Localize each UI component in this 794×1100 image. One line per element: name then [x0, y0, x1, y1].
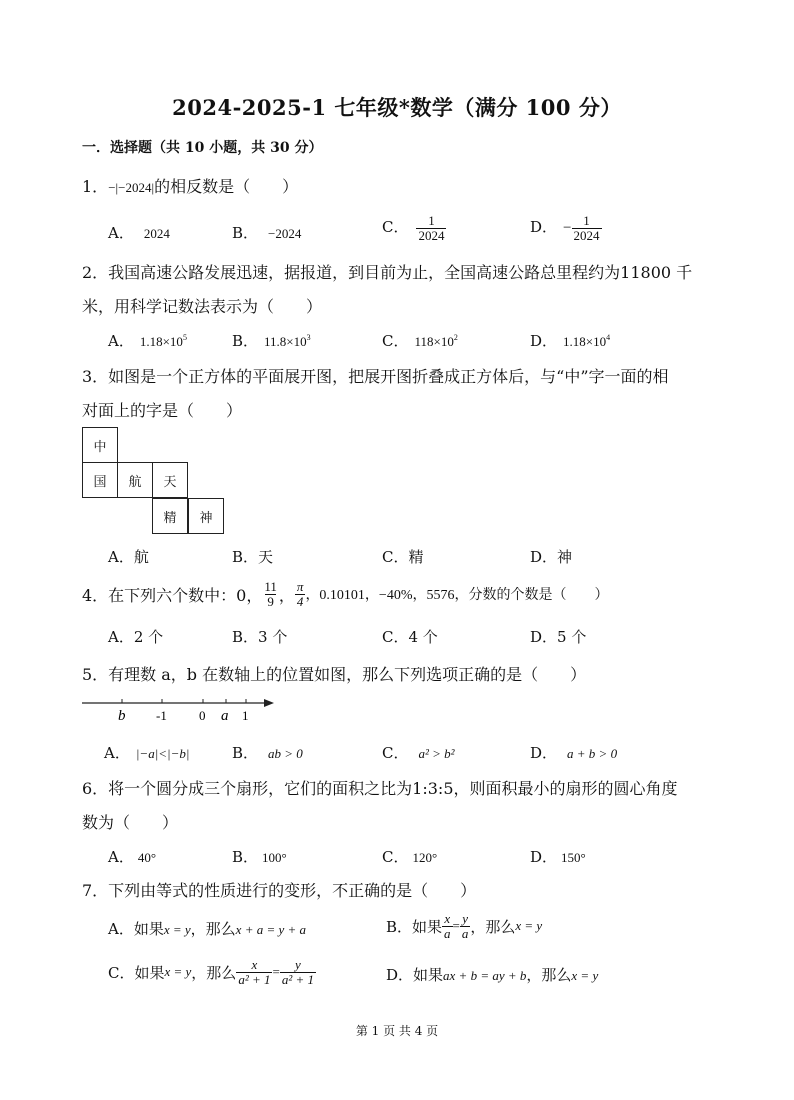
question-4-option-a[interactable]: A．2 个: [108, 628, 164, 646]
page-title: 2024-2025-1 七年级*数学（满分 100 分）: [172, 95, 622, 120]
question-2-option-b[interactable]: B． $11.8\times 10^3$: [232, 332, 311, 350]
question-7-stem: 7．下列由等式的性质进行的变形，不正确的是（ ）: [82, 881, 477, 900]
question-3-option-b[interactable]: B．天: [232, 548, 274, 566]
question-7-option-c[interactable]: C．如果 x = y ，那么 $\frac{x}{\text{a² + 1}}$ = $\frac{y}{\text{a² + 1}}$: [108, 957, 314, 987]
question-1-option-c[interactable]: C． $\frac{1}{2024}$: [382, 213, 445, 243]
question-6-option-b[interactable]: B． 100°: [232, 848, 287, 866]
label-one: 1: [242, 708, 249, 723]
question-7-option-d[interactable]: D．如果ax + b = ay + b，那么x = y: [386, 966, 599, 984]
cube-face-1: 中: [82, 427, 118, 463]
question-5-option-a[interactable]: A． |−a|<|−b|: [104, 744, 190, 762]
question-2-line-2: 米，用科学记数法表示为（ ）: [82, 297, 323, 316]
question-5-option-c[interactable]: C． a² > b²: [382, 744, 455, 762]
question-7-option-b[interactable]: B．如果 $\frac{x}{a}$ = $\frac{y}{a}$ ，那么 x = y: [386, 911, 543, 941]
question-6-option-c[interactable]: C． 120°: [382, 848, 438, 866]
question-4-option-d[interactable]: D．5 个: [530, 628, 587, 646]
question-4-option-c[interactable]: C．4 个: [382, 628, 438, 646]
cube-face-6: 神: [188, 498, 224, 534]
question-1-stem: 1．−|−2024|的相反数是（ ）: [82, 177, 299, 196]
question-7-option-a[interactable]: A．如果x = y，那么x + a = y + a: [108, 920, 307, 938]
page-footer: 第 1 页 共 4 页: [355, 1024, 439, 1038]
number-line-arrow: [264, 699, 274, 707]
question-6-line-2: 数为（ ）: [82, 813, 179, 832]
question-4-option-b[interactable]: B．3 个: [232, 628, 288, 646]
question-2-option-a[interactable]: A． $1.18\times 10^5$: [108, 332, 187, 350]
abs-expression: −|−2024|: [108, 180, 155, 195]
question-1-option-d[interactable]: D． − $\frac{1}{2024}$: [530, 213, 600, 243]
question-6-line-1: 6．将一个圆分成三个扇形，它们的面积之比为1:3:5，则面积最小的扇形的圆心角度: [82, 779, 678, 798]
question-5-option-d[interactable]: D． a + b > 0: [530, 744, 618, 762]
question-1-option-a[interactable]: A． 2024: [108, 224, 170, 242]
question-3-option-c[interactable]: C．精: [382, 548, 424, 566]
question-4-stem: 4．在下列六个数中：0， $\frac{11}{9}$ ， $\frac{\pi}{4}$ ，0.10101，−40%，5576，分数的个数是（ ）: [82, 579, 609, 609]
question-3-line-2: 对面上的字是（ ）: [82, 401, 243, 420]
section-heading: 一．选择题（共 10 小题，共 30 分）: [82, 140, 323, 156]
question-5-stem: 5．有理数 a，b 在数轴上的位置如图，那么下列选项正确的是（ ）: [82, 665, 587, 684]
question-1-option-b[interactable]: B． −2024: [232, 224, 302, 242]
label-a: a: [221, 708, 229, 724]
question-2-line-1: 2．我国高速公路发展迅速，据报道，到目前为止，全国高速公路总里程约为11800 千: [82, 263, 693, 282]
number-line-diagram: [78, 694, 278, 724]
question-3-option-d[interactable]: D．神: [530, 548, 573, 566]
question-2-option-d[interactable]: D． $1.18\times 10^4$: [530, 332, 611, 350]
cube-face-4: 天: [152, 462, 188, 498]
label-b: b: [118, 708, 126, 724]
label-zero: 0: [199, 708, 206, 723]
question-5-option-b[interactable]: B． ab > 0: [232, 744, 303, 762]
cube-face-2: 国: [82, 462, 118, 498]
question-2-option-c[interactable]: C． $118\times 10^2$: [382, 332, 458, 350]
question-3-line-1: 3．如图是一个正方体的平面展开图，把展开图折叠成正方体后，与“中”字一面的相: [82, 367, 669, 386]
label-minus-one: -1: [156, 708, 167, 723]
cube-face-5: 精: [152, 498, 188, 534]
question-6-option-d[interactable]: D． 150°: [530, 848, 586, 866]
question-6-option-a[interactable]: A． 40°: [108, 848, 157, 866]
question-3-option-a[interactable]: A．航: [108, 548, 149, 566]
cube-face-3: 航: [117, 462, 153, 498]
